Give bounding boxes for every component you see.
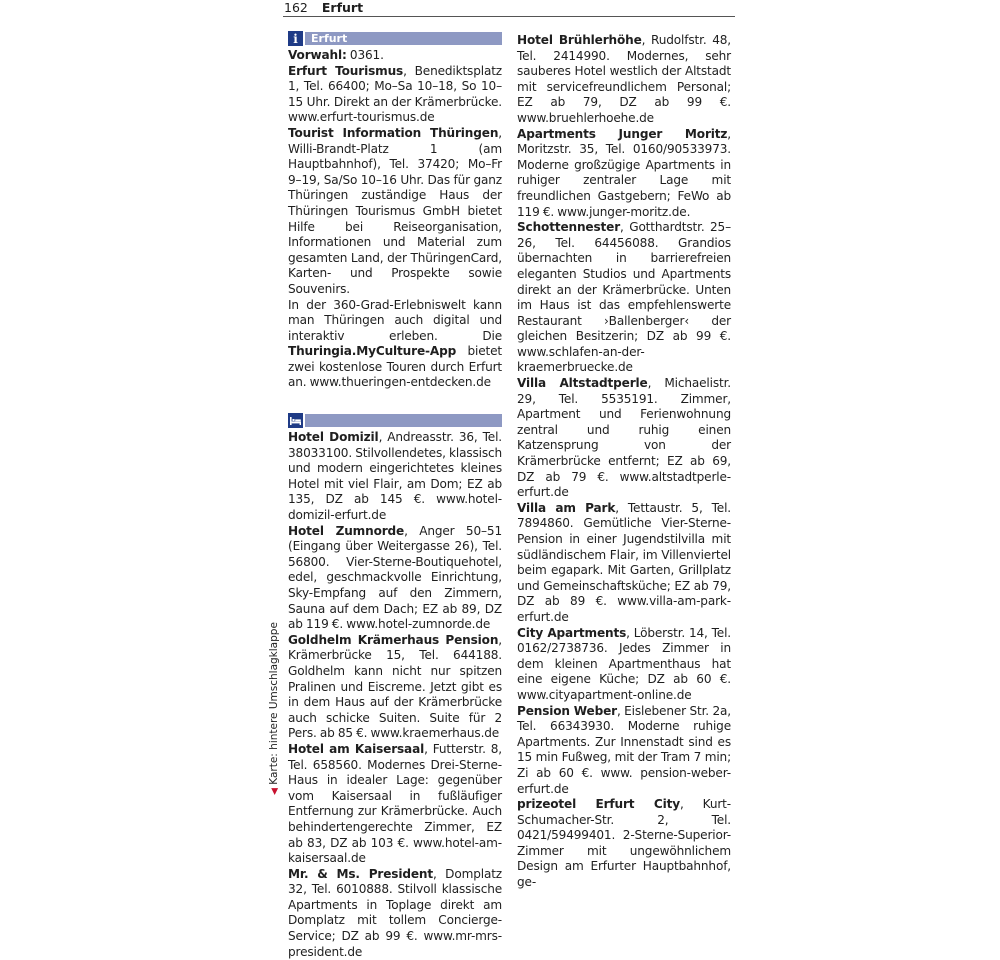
info-entry: Tourist Information Thüringen, Willi-Brandt-Platz 1 (am Hauptbahnhof), Tel. 37420; Mo–Fr 9–19, Sa/So 10–16 Uhr. Das für ganz Thüringen zuständige Haus der Thüringen Tourismus GmbH bietet Hilfe bei Reiseorganisation, Informationen und Material zum gesamten Land, der ThüringenCard, Karten- und Prospekte sowie Souvenirs. [288, 125, 502, 296]
hotel-entry: Schottennester, Gotthardtstr. 25–26, Tel. 64456088. Grandios übernachten in barrierefreien eleganten Studios und Apartments direkt an der Krämerbrücke. Unten im Haus ist das empfehlenswerte Restaurant ›Ballenberger‹ der gleichen Besitzerin; DZ ab 99 €. www.schlafen-an-der-kraemerbruecke.de [517, 220, 731, 375]
info-box-title: Erfurt [305, 32, 502, 45]
hotels-box-title [305, 414, 502, 427]
map-reference [268, 622, 280, 795]
hotel-entry: prizeotel Erfurt City, Kurt-Schumacher-Str. 2, Tel. 0421/59499401. 2-Sterne-Superior-Zimmer mit ungewöhnlichem Design am Erfurter Hauptbahnhof, ge- [517, 797, 731, 890]
chapter-title: Erfurt [321, 0, 364, 15]
info-entry: In der 360-Grad-Erlebniswelt kann man Thüringen auch digital und interaktiv erleben. Die Thuringia.MyCulture-App bietet zwei kostenlose Touren durch Erfurt an. www.thueringen-entdecken.de [288, 297, 502, 390]
hotel-entry: Hotel Zumnorde, Anger 50–51 (Eingang über Weitergasse 26), Tel. 56800. Vier-Sterne-Boutiquehotel, edel, geschmackvolle Einrichtung, Sky-Empfang auf den Zimmern, Sauna auf dem Dach; EZ ab 89, DZ ab 119 €. www.hotel-zumnorde.de [288, 523, 502, 632]
info-entry: Erfurt Tourismus, Benediktsplatz 1, Tel. 66400; Mo–Sa 10–18, So 10–15 Uhr. Direkt an der Krämerbrücke. www.erfurt-tourismus.de [288, 63, 502, 125]
map-reference-text: Karte: hintere Umschlagklappe [268, 622, 280, 785]
hotel-entry-start: Mr. & Ms. President, Domplatz 32, Tel. 6010888. Stilvoll klassische Apartments in Toplage direkt am Domplatz mit tollem Concierge-Service; DZ ab 99 €. www.mr-mrs-president.de [288, 866, 502, 959]
bed-icon [288, 413, 303, 428]
hotels-box-header [288, 413, 502, 428]
page-number: 162 [284, 0, 308, 15]
hotel-entry: Hotel am Kaisersaal, Futterstr. 8, Tel. 658560. Modernes Drei-Sterne-Haus in idealer Lage: gegenüber vom Kaisersaal in fußläufiger Entfernung zur Krämerbrücke. Auch behindertengerechte Zimmer, EZ ab 83, DZ ab 103 €. www.hotel-am-kaisersaal.de [288, 741, 502, 866]
hotel-entry: Villa Altstadtperle, Michaelistr. 29, Tel. 5535191. Zimmer, Apartment und Ferienwohnung zentral und ruhig einen Katzensprung von der Krämerbrücke entfernt; EZ ab 69, DZ ab 79 €. www.altstadtperle-erfurt.de [517, 376, 731, 500]
hotel-entry: Goldhelm Krämerhaus Pension, Krämerbrücke 15, Tel. 644188. Goldhelm kann nicht nur spitzen Pralinen und Eiscreme. Jetzt gibt es in dem Haus auf der Krämerbrücke auch schicke Suiten. Suite für 2 Pers. ab 85 €. www.kraemerhaus.de [288, 632, 502, 741]
left-column [288, 31, 502, 960]
hotel-entry: Hotel Domizil, Andreasstr. 36, Tel. 38033100. Stilvollendetes, klassisch und modern eingerichtetes kleines Hotel mit viel Flair, am Dom; EZ ab 135, DZ ab 145 €. www.hotel-domizil-erfurt.de [288, 430, 503, 523]
hotel-entry: Hotel Brühlerhöhe, Rudolfstr. 48, Tel. 2414990. Modernes, sehr sauberes Hotel westlich der Altstadt mit servicefreundlichem Personal; EZ ab 79, DZ ab 99 €. www.bruehlerhoehe.de [517, 33, 731, 125]
info-box-header [288, 31, 502, 46]
hotel-entry: Apartments Junger Moritz, Moritzstr. 35, Tel. 0160/90533973. Moderne großzügige Apartments in ruhiger zentraler Lage mit freundlichen Gastgebern; FeWo ab 119 €. www.junger-moritz.de. [517, 126, 731, 219]
page-header [283, 0, 735, 17]
hotel-entry: Pension Weber, Eislebener Str. 2a, Tel. 66343930. Moderne ruhige Apartments. Zur Innenstadt sind es 15 min Fußweg, mit der Tram 7 min; Zi ab 60 €. www. pension-weber-erfurt.de [517, 703, 731, 796]
hotel-entry: City Apartments, Löberstr. 14, Tel. 0162/2738736. Jedes Zimmer in dem kleinen Apartmenthaus hat eine eigene Küche; DZ ab 60 €. www.cityapartment-online.de [517, 625, 731, 702]
info-icon: i [288, 31, 303, 46]
info-entry: Vorwahl: 0361. [288, 48, 384, 62]
right-column [517, 33, 731, 891]
hotel-entry: Villa am Park, Tettaustr. 5, Tel. 7894860. Gemütliche Vier-Sterne-Pension in einer Jugendstilvilla mit südländischem Flair, im Villenviertel beim egapark. Mit Garten, Grillplatz und Gemeinschaftsküche; EZ ab 79, DZ ab 89 €. www.villa-am-park-erfurt.de [517, 500, 731, 624]
triangle-icon: ◀ [270, 788, 280, 795]
